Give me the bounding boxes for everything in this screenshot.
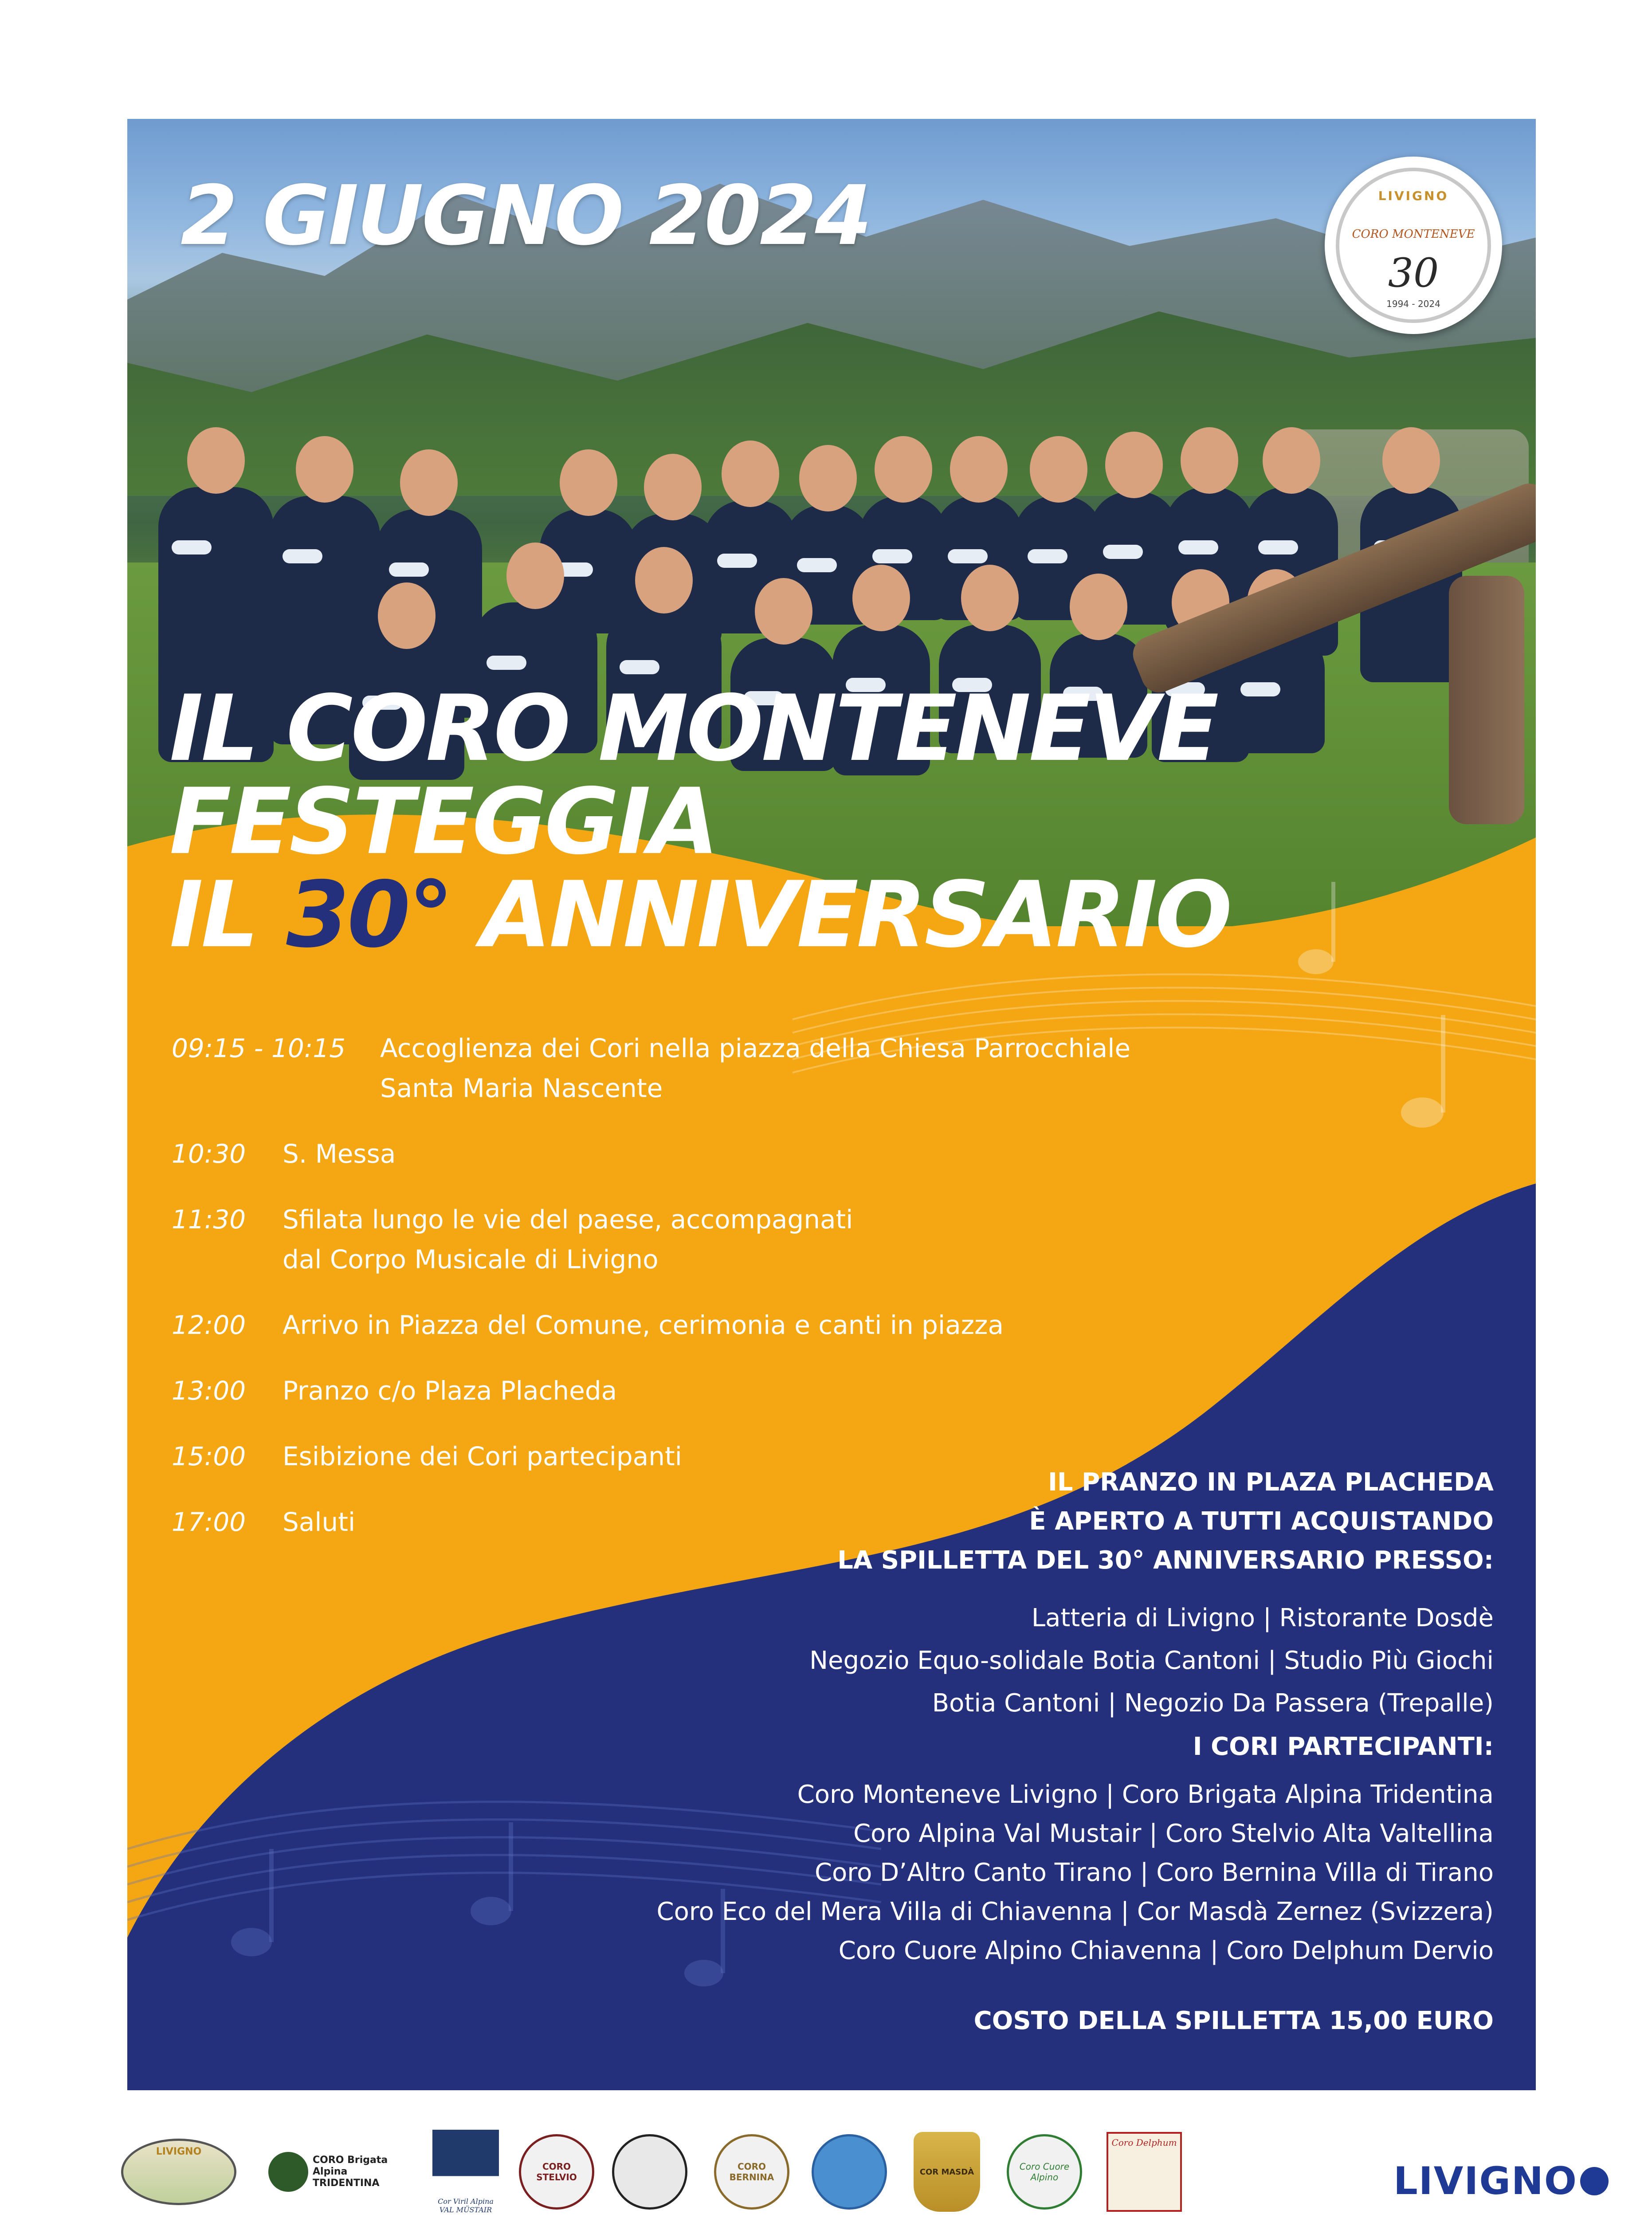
program-description: Accoglienza dei Cori nella piazza della Chiesa Parrocchiale Santa Maria Nascente [380,1033,1130,1103]
logo-coro-eco-del-mera-text [812,2134,887,2210]
livigno-brand-text: LIVIGNO [1393,2159,1577,2203]
venue-line: Botia Cantoni | Negozio Da Passera (Trepalle) [932,1689,1494,1718]
headline [169,676,1230,968]
livigno-brand [1393,2159,1609,2203]
program-time: 17:00 [172,1507,246,1537]
logo-coro-stelvio-text: CORO STELVIO [519,2134,594,2210]
choir-line: Coro Monteneve Livigno | Coro Brigata Alpina Tridentina [797,1780,1494,1809]
logo-coro-delphum-text: Coro Delphum [1107,2132,1182,2212]
venue-line: Negozio Equo-solidale Botia Cantoni | Studio Più Giochi [809,1646,1494,1675]
logo-brigata-alpina [266,2128,412,2216]
program-time: 12:00 [172,1310,246,1340]
footer-logos [0,2090,1652,2218]
logo-coro-daltro-canto-text [612,2134,687,2210]
program-row [172,1305,1280,1345]
logo-name-text: CORO MONTENEVE [1352,228,1475,241]
logo-coro-stelvio [514,2128,599,2216]
headline-anniversary-number: 30° [286,862,452,968]
program-description: Esibizione dei Cori partecipanti [283,1441,682,1471]
program-description: Sfilata lungo le vie del paese, accompagnati dal Corpo Musicale di Livigno [283,1204,853,1274]
logo-cor-viril-alpina [421,2128,510,2216]
program-row [172,1134,1280,1174]
poster [127,119,1536,2090]
logo-brigata-alpina-text: CORO Brigata Alpina TRIDENTINA [313,2155,388,2189]
program-time: 15:00 [172,1441,246,1471]
info-heading-line: È APERTO A TUTTI ACQUISTANDO [1029,1507,1494,1536]
brigata-badge-icon [268,2152,308,2192]
program-description: Arrivo in Piazza del Comune, cerimonia e canti in piazza [283,1310,1004,1340]
headline-line-1: IL CORO MONTENEVE [169,676,1217,782]
program-description: S. Messa [283,1139,396,1169]
info-heading-line: LA SPILLETTA DEL 30° ANNIVERSARIO PRESSO: [837,1546,1494,1575]
program-description: Pranzo c/o Plaza Placheda [283,1376,617,1406]
logo-coro-eco-del-mera [807,2128,891,2216]
logo-coro-daltro-canto [608,2128,692,2216]
program-time: 10:30 [172,1139,246,1169]
logo-cor-viril-alpina-text: Cor Viril Alpina VAL MÜSTAIR [432,2130,499,2214]
logo-cor-masda [905,2128,989,2216]
livigno-star-icon [1580,2167,1609,2195]
choir-line: Coro Eco del Mera Villa di Chiavenna | Cor Masdà Zernez (Svizzera) [656,1897,1494,1926]
logo-coro-cuore-alpino [1002,2128,1087,2216]
info-heading-line: IL PRANZO IN PLAZA PLACHEDA [1048,1468,1494,1497]
logo-years: 1994 - 2024 [1386,299,1440,309]
logo-coro-bernina [710,2128,794,2216]
headline-line-2: FESTEGGIA [169,769,717,875]
logo-coro-bernina-text: CORO BERNINA [714,2134,789,2210]
logo-cor-masda-text: COR MASDÀ [914,2132,980,2212]
headline-line-3-suffix: ANNIVERSARIO [451,862,1230,968]
program-time: 09:15 - 10:15 [172,1033,346,1063]
program-time: 13:00 [172,1376,246,1406]
choirs-heading: I CORI PARTECIPANTI: [1193,1732,1494,1761]
choir-line: Coro Cuore Alpino Chiavenna | Coro Delphum Dervio [838,1936,1494,1965]
program-row [172,1028,1280,1108]
choir-line: Coro Alpina Val Mustair | Coro Stelvio Alta Valtellina [853,1819,1494,1848]
program-row [172,1371,1280,1411]
program-time: 11:30 [172,1204,246,1235]
logo-coro-monteneve [119,2128,239,2216]
pin-cost: COSTO DELLA SPILLETTA 15,00 EURO [973,2006,1494,2035]
logo-top-text: LIVIGNO [1378,189,1449,203]
venue-line: Latteria di Livigno | Ristorante Dosdè [1031,1604,1494,1632]
program-row [172,1199,1280,1279]
logo-coro-monteneve-text: LIVIGNO [121,2139,236,2205]
headline-line-3 [169,862,1230,968]
program-description: Saluti [283,1507,356,1537]
info-panel [562,1463,1494,2041]
logo-coro-delphum [1100,2128,1189,2216]
headline-line-3-prefix: IL [169,862,286,968]
event-date: 2 GIUGNO 2024 [181,168,871,263]
choir-line: Coro D’Altro Canto Tirano | Coro Bernina Villa di Tirano [814,1858,1494,1887]
logo-coro-cuore-alpino-text: Coro Cuore Alpino [1007,2134,1082,2210]
coro-monteneve-logo [1325,157,1502,334]
logo-number: 30 [1388,250,1439,296]
